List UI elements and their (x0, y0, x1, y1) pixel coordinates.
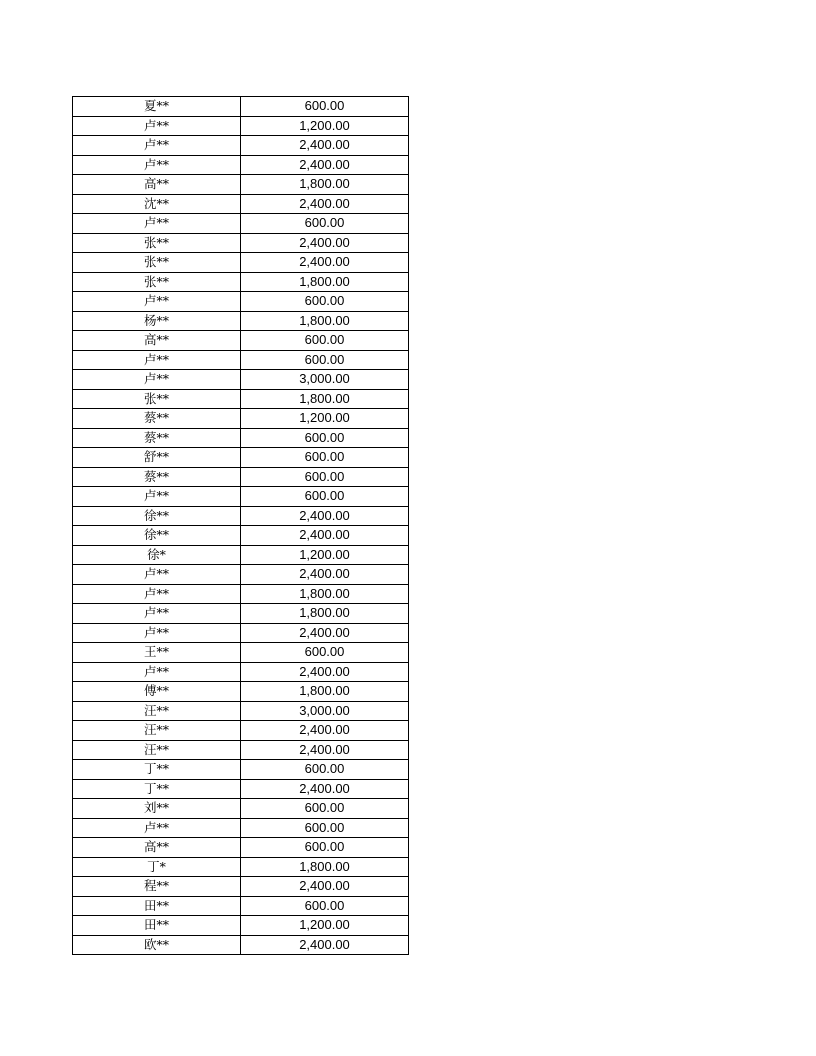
name-cell: 高** (73, 331, 241, 351)
amount-cell: 1,200.00 (241, 409, 409, 429)
name-cell: 田** (73, 896, 241, 916)
table-row (73, 779, 409, 799)
name-cell: 刘** (73, 799, 241, 819)
amount-cell: 600.00 (241, 643, 409, 663)
table-row (73, 253, 409, 273)
name-cell: 傅** (73, 682, 241, 702)
amount-cell: 3,000.00 (241, 701, 409, 721)
table-row (73, 175, 409, 195)
name-cell: 高** (73, 175, 241, 195)
name-cell: 田** (73, 916, 241, 936)
table-row (73, 350, 409, 370)
amount-cell: 2,400.00 (241, 253, 409, 273)
table-row (73, 799, 409, 819)
table-row (73, 545, 409, 565)
name-cell: 卢** (73, 292, 241, 312)
amount-cell: 600.00 (241, 448, 409, 468)
name-cell: 徐** (73, 526, 241, 546)
name-cell: 卢** (73, 584, 241, 604)
name-cell: 卢** (73, 350, 241, 370)
amount-cell: 600.00 (241, 467, 409, 487)
amount-cell: 1,800.00 (241, 584, 409, 604)
amount-cell: 1,800.00 (241, 857, 409, 877)
table-row (73, 97, 409, 117)
table-row (73, 740, 409, 760)
name-cell: 蔡** (73, 467, 241, 487)
table-row (73, 662, 409, 682)
amount-cell: 2,400.00 (241, 662, 409, 682)
amount-cell: 1,200.00 (241, 545, 409, 565)
name-cell: 卢** (73, 214, 241, 234)
amount-cell: 1,800.00 (241, 389, 409, 409)
name-cell: 卢** (73, 155, 241, 175)
table-row (73, 818, 409, 838)
table-row (73, 857, 409, 877)
table-row (73, 292, 409, 312)
table-row (73, 643, 409, 663)
name-cell: 夏** (73, 97, 241, 117)
name-cell: 丁** (73, 779, 241, 799)
table-row (73, 331, 409, 351)
amount-cell: 600.00 (241, 838, 409, 858)
amount-cell: 1,800.00 (241, 175, 409, 195)
amount-cell: 2,400.00 (241, 155, 409, 175)
table-row (73, 448, 409, 468)
amount-cell: 600.00 (241, 331, 409, 351)
table-row (73, 877, 409, 897)
name-cell: 卢** (73, 565, 241, 585)
name-cell: 张** (73, 233, 241, 253)
amount-cell: 600.00 (241, 896, 409, 916)
name-cell: 汪** (73, 740, 241, 760)
name-cell: 蔡** (73, 409, 241, 429)
amount-cell: 2,400.00 (241, 194, 409, 214)
name-cell: 汪** (73, 701, 241, 721)
table-row (73, 916, 409, 936)
name-cell: 杨** (73, 311, 241, 331)
table-row (73, 389, 409, 409)
payment-table (72, 96, 409, 955)
table-row (73, 409, 409, 429)
table-row (73, 487, 409, 507)
name-cell: 舒** (73, 448, 241, 468)
table-row (73, 721, 409, 741)
table-row (73, 428, 409, 448)
amount-cell: 2,400.00 (241, 877, 409, 897)
table-row (73, 526, 409, 546)
table-row (73, 682, 409, 702)
name-cell: 王** (73, 643, 241, 663)
name-cell: 高** (73, 838, 241, 858)
amount-cell: 1,800.00 (241, 272, 409, 292)
table-row (73, 467, 409, 487)
table-row (73, 194, 409, 214)
name-cell: 卢** (73, 604, 241, 624)
amount-cell: 1,200.00 (241, 116, 409, 136)
name-cell: 汪** (73, 721, 241, 741)
amount-cell: 2,400.00 (241, 935, 409, 955)
name-cell: 程** (73, 877, 241, 897)
name-cell: 欧** (73, 935, 241, 955)
name-cell: 丁** (73, 760, 241, 780)
payment-table-body (73, 97, 409, 955)
table-row (73, 272, 409, 292)
amount-cell: 2,400.00 (241, 565, 409, 585)
amount-cell: 1,200.00 (241, 916, 409, 936)
amount-cell: 2,400.00 (241, 740, 409, 760)
name-cell: 卢** (73, 623, 241, 643)
name-cell: 卢** (73, 818, 241, 838)
name-cell: 张** (73, 253, 241, 273)
table-row (73, 233, 409, 253)
amount-cell: 600.00 (241, 760, 409, 780)
amount-cell: 600.00 (241, 97, 409, 117)
amount-cell: 1,800.00 (241, 604, 409, 624)
amount-cell: 600.00 (241, 350, 409, 370)
amount-cell: 2,400.00 (241, 623, 409, 643)
name-cell: 卢** (73, 662, 241, 682)
table-row (73, 370, 409, 390)
amount-cell: 1,800.00 (241, 682, 409, 702)
amount-cell: 2,400.00 (241, 721, 409, 741)
amount-cell: 600.00 (241, 214, 409, 234)
table-row (73, 604, 409, 624)
name-cell: 徐* (73, 545, 241, 565)
name-cell: 张** (73, 389, 241, 409)
amount-cell: 2,400.00 (241, 136, 409, 156)
amount-cell: 2,400.00 (241, 233, 409, 253)
amount-cell: 3,000.00 (241, 370, 409, 390)
name-cell: 卢** (73, 370, 241, 390)
amount-cell: 600.00 (241, 818, 409, 838)
table-row (73, 155, 409, 175)
amount-cell: 1,800.00 (241, 311, 409, 331)
amount-cell: 600.00 (241, 428, 409, 448)
table-row (73, 136, 409, 156)
amount-cell: 600.00 (241, 799, 409, 819)
table-row (73, 565, 409, 585)
name-cell: 卢** (73, 487, 241, 507)
table-row (73, 116, 409, 136)
table-row (73, 214, 409, 234)
table-row (73, 935, 409, 955)
table-row (73, 701, 409, 721)
amount-cell: 600.00 (241, 292, 409, 312)
name-cell: 徐** (73, 506, 241, 526)
name-cell: 卢** (73, 136, 241, 156)
table-row (73, 584, 409, 604)
table-row (73, 311, 409, 331)
table-row (73, 760, 409, 780)
name-cell: 卢** (73, 116, 241, 136)
amount-cell: 2,400.00 (241, 779, 409, 799)
name-cell: 张** (73, 272, 241, 292)
amount-cell: 2,400.00 (241, 506, 409, 526)
amount-cell: 600.00 (241, 487, 409, 507)
amount-cell: 2,400.00 (241, 526, 409, 546)
name-cell: 蔡** (73, 428, 241, 448)
name-cell: 丁* (73, 857, 241, 877)
table-row (73, 838, 409, 858)
name-cell: 沈** (73, 194, 241, 214)
table-row (73, 623, 409, 643)
table-row (73, 896, 409, 916)
table-row (73, 506, 409, 526)
